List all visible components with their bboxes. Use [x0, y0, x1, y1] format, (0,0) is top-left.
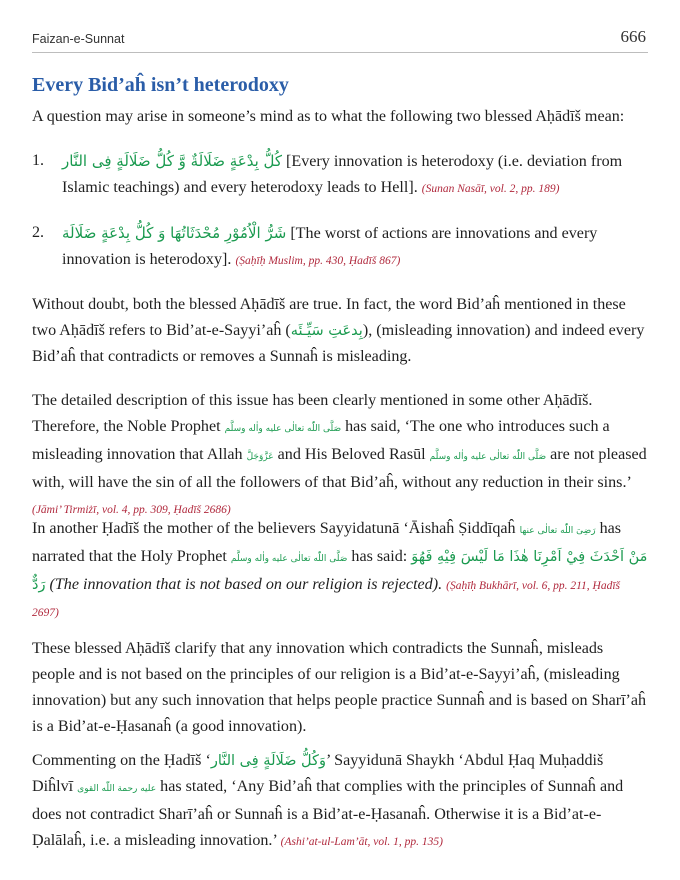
paragraph-text: are not pleased with, will have the sin of all the followers of that Bid’aĥ, without any reduction in their sins.’	[32, 446, 647, 491]
page-number: 666	[620, 27, 646, 46]
salutation: عَزَّوَجَلَّ	[246, 452, 274, 462]
list-item-body	[62, 148, 648, 202]
paragraph-text: ’ Sayyidunā Shaykh ‘Abdul Ḥaq Muḥaddiš Diĥlvī	[32, 752, 604, 795]
salutation: عليه رحمة اللّٰه القوى	[77, 784, 157, 794]
list-item	[32, 220, 648, 274]
intro-paragraph: A question may arise in someone’s mind as to what the following two blessed Aḥādīš mean:	[32, 108, 625, 125]
page-header	[32, 26, 648, 53]
paragraph-text: The detailed description of this issue has been clearly mentioned in some other Aḥādīš. Therefore, the Noble Prophet	[32, 392, 593, 435]
list-number: 1.	[32, 152, 45, 169]
salutation: صَلَّى اللّٰه تعالٰى عليه واٰله وسلَّم	[224, 424, 342, 434]
list-item-body	[62, 220, 648, 274]
hadith-translation: (The innovation that is not based on our religion is rejected).	[49, 576, 443, 593]
salutation: صَلَّى اللّٰه تعالٰى عليه واٰله وسلَّم	[230, 554, 348, 564]
citation: (Sunan Nasāī, vol. 2, pp. 189)	[421, 183, 560, 195]
hadith-translation: [Every innovation is heterodoxy (i.e. deviation from Islamic teachings) and every heterodoxy leads to Hell].	[62, 153, 623, 196]
paragraph-4: These blessed Aḥādīš clarify that any innovation which contradicts the Sunnaĥ, misleads people and is not based on the principles of our religion is a Bid’at-e-Sayyi’aĥ, (misleading innovation) but any such innovation that helps people practice Sunnaĥ and is based on Sharī’aĥ is a Bid’at-e-Ḥasanaĥ (a good innovation).	[32, 640, 647, 735]
paragraph-text: Commenting on the Ḥadīš ‘	[32, 752, 211, 769]
arabic-hadith: وَكُلُّ ضَلَالَةٍ فِى النَّار	[210, 753, 326, 769]
paragraph-1	[32, 292, 648, 370]
salutation: صَلَّى اللّٰه تعالٰى عليه واٰله وسلَّم	[429, 452, 547, 462]
citation: (Ṣaḥīḥ Bukhārī, vol. 6, pp. 211, Ḥadīš 2697)	[32, 580, 621, 619]
citation: (Ṣaḥīḥ Muslim, pp. 430, Ḥadīš 867)	[235, 255, 401, 267]
arabic-hadith: مَنْ اَحْدَثَ فِيْ اَمْرِنَا هٰذَا مَا لَيْسَ فِيْهِ فَهُوَ رَدٌّ	[32, 549, 648, 593]
paragraph-text: has said, ‘The one who introduces such a misleading innovation that Allah	[32, 418, 610, 463]
paragraph-text: has said:	[351, 548, 408, 565]
paragraph-text: has stated, ‘Any Bid’aĥ that complies with the principles of Sunnaĥ and does not contradict Sharī’aĥ or Sunnaĥ is a Bid’at-e-Ḥasanaĥ. Otherwise it is a Bid’at-e-Ḍalālaĥ, i.e. a misleading innovation.’	[32, 778, 624, 849]
paragraph-5	[32, 748, 648, 855]
arabic-term: بِدعَتِ سَيِّـئَه	[290, 323, 363, 339]
paragraph-text: and His Beloved Rasūl	[277, 446, 426, 463]
list-item	[32, 148, 648, 202]
citation: (Jāmi’ Tirmiżī, vol. 4, pp. 309, Ḥadīš 2686)	[32, 504, 231, 516]
list-number: 2.	[32, 224, 45, 241]
section-heading: Every Bid’aĥ isn’t heterodoxy	[32, 74, 289, 96]
paragraph-text: Without doubt, both the blessed Aḥādīš are true. In fact, the word Bid’aĥ mentioned in these two Aḥādīš refers to Bid’at-e-Sayyi’aĥ (	[32, 296, 626, 339]
hadith-translation: [The worst of actions are innovations and every innovation is heterodoxy].	[62, 225, 598, 268]
citation: (Ashi’at-ul-Lam’āt, vol. 1, pp. 135)	[280, 836, 443, 848]
paragraph-2	[32, 388, 648, 523]
arabic-hadith: كُلُّ بِدْعَةٍ ضَلَالَةٌ وَّ كُلُّ ضَلَالَةٍ فِى النَّار	[62, 152, 283, 170]
salutation: رَضِىَ اللّٰه تعالٰى عنها	[519, 526, 596, 536]
paragraph-3	[32, 516, 648, 626]
paragraph-text: ), (misleading innovation) and indeed every Bid’aĥ that contradicts or removes a Sunnaĥ is misleading.	[32, 322, 645, 365]
paragraph-text: In another Ḥadīš the mother of the believers Sayyidatunā ‘Āishaĥ Ṣiddīqaĥ	[32, 520, 516, 537]
book-title: Faizan-e-Sunnat	[32, 32, 125, 46]
paragraph-text: has narrated that the Holy Prophet	[32, 520, 622, 565]
arabic-hadith: شَرُّ الْاُمُوْرِ مُحْدَثَاتُهَا وَ كُلُّ بِدْعَةٍ ضَلَالَة	[62, 224, 287, 242]
